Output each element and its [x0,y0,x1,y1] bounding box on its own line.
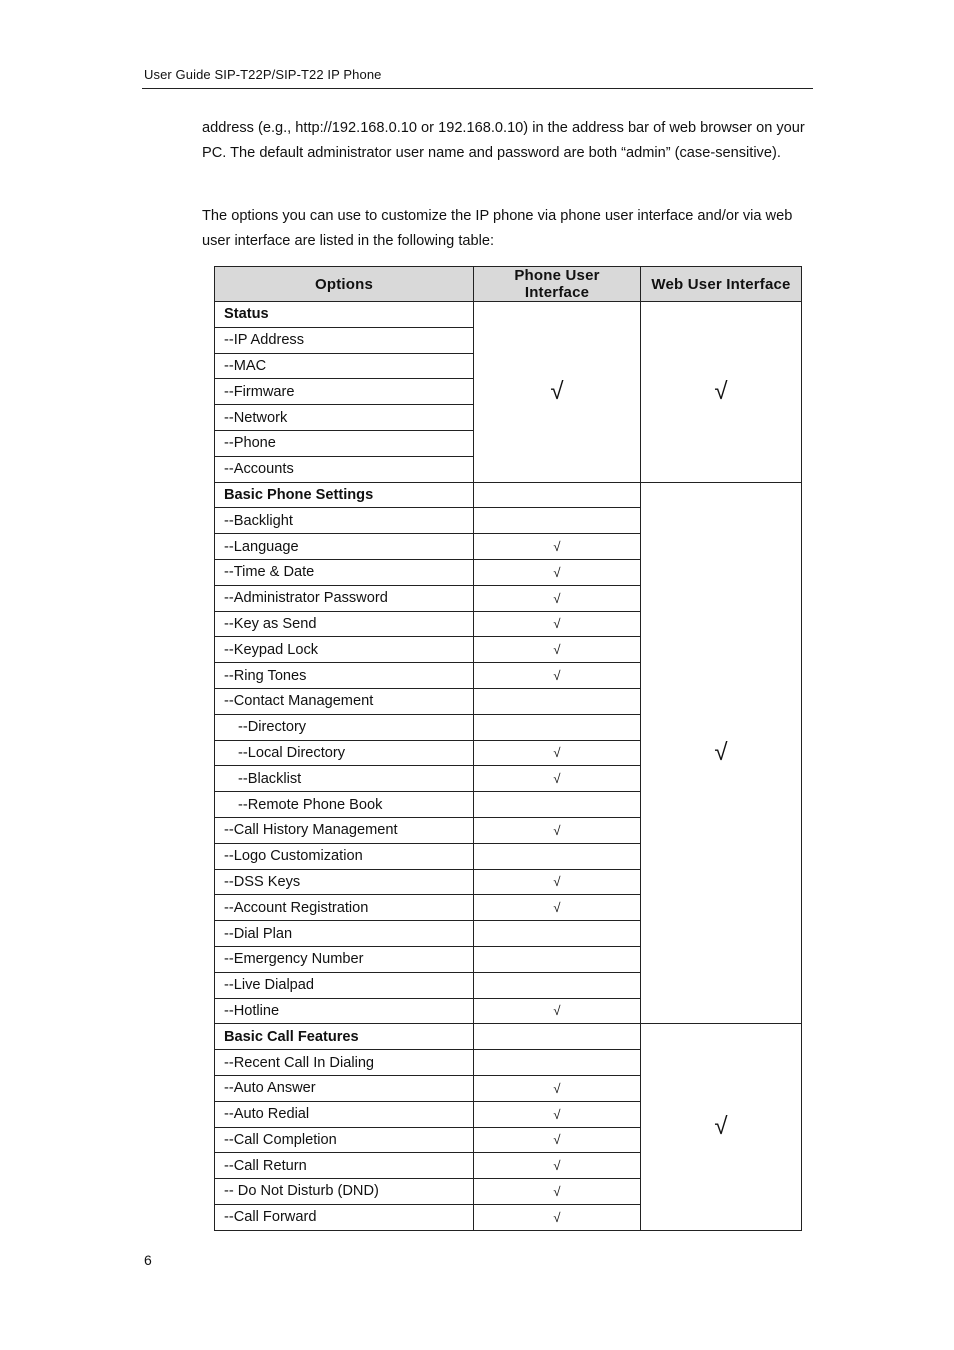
phone-ui-check: √ [474,663,641,689]
option-cell: --Ring Tones [215,663,474,689]
phone-ui-check [474,792,641,818]
table-intro-paragraph: The options you can use to customize the IP phone via phone user interface and/or via web user interface are listed in the following table: [202,208,793,249]
phone-ui-check: √ [474,559,641,585]
table-row [215,482,802,508]
option-cell: --Directory [215,714,474,740]
phone-ui-check [474,482,641,508]
option-cell: Basic Phone Settings [215,482,474,508]
option-cell: --Network [215,405,474,431]
running-header: User Guide SIP-T22P/SIP-T22 IP Phone [144,67,382,82]
web-ui-check: √ [641,482,802,1024]
option-cell: --Key as Send [215,611,474,637]
option-cell: --Call Forward [215,1204,474,1230]
phone-ui-check [474,972,641,998]
phone-ui-check: √ [474,585,641,611]
web-ui-check: √ [641,302,802,483]
phone-ui-check: √ [474,895,641,921]
option-cell: -- Do Not Disturb (DND) [215,1179,474,1205]
option-cell: --Call Return [215,1153,474,1179]
options-table [214,266,802,1231]
option-cell: Status [215,302,474,328]
option-cell: --IP Address [215,327,474,353]
option-cell: --Logo Customization [215,843,474,869]
phone-ui-check: √ [474,302,641,483]
phone-ui-check [474,843,641,869]
web-ui-check: √ [641,1024,802,1230]
phone-ui-check: √ [474,1179,641,1205]
option-cell: Basic Call Features [215,1024,474,1050]
option-cell: --Local Directory [215,740,474,766]
phone-ui-check: √ [474,740,641,766]
option-cell: --Emergency Number [215,946,474,972]
phone-ui-check [474,946,641,972]
phone-ui-check: √ [474,869,641,895]
option-cell: --Account Registration [215,895,474,921]
option-cell: --Live Dialpad [215,972,474,998]
option-cell: --Backlight [215,508,474,534]
phone-ui-check [474,508,641,534]
header-web-ui: Web User Interface [641,267,802,302]
option-cell: --Call History Management [215,817,474,843]
header-divider [142,88,813,89]
page-number: 6 [144,1252,152,1268]
option-cell: --DSS Keys [215,869,474,895]
phone-ui-check: √ [474,817,641,843]
option-cell: --Firmware [215,379,474,405]
phone-ui-check [474,1050,641,1076]
phone-ui-check: √ [474,637,641,663]
option-cell: --MAC [215,353,474,379]
option-cell: --Accounts [215,456,474,482]
option-cell: --Remote Phone Book [215,792,474,818]
phone-ui-check: √ [474,534,641,560]
intro-paragraph: address (e.g., http://192.168.0.10 or 192.168.0.10) in the address bar of web browser on your PC. The default administrator user name and password are both “admin” (case-sensitive). [202,120,805,161]
table-header-row [215,267,802,302]
option-cell: --Contact Management [215,688,474,714]
table-row [215,302,802,328]
option-cell: --Keypad Lock [215,637,474,663]
option-cell: --Language [215,534,474,560]
phone-ui-check: √ [474,766,641,792]
option-cell: --Auto Redial [215,1101,474,1127]
phone-ui-check [474,921,641,947]
header-options: Options [215,267,474,302]
option-cell: --Blacklist [215,766,474,792]
table-row [215,1024,802,1050]
phone-ui-check [474,1024,641,1050]
phone-ui-check: √ [474,1075,641,1101]
phone-ui-check [474,688,641,714]
phone-ui-check: √ [474,1127,641,1153]
phone-ui-check [474,714,641,740]
option-cell: --Recent Call In Dialing [215,1050,474,1076]
phone-ui-check: √ [474,1153,641,1179]
option-cell: --Auto Answer [215,1075,474,1101]
phone-ui-check: √ [474,1101,641,1127]
phone-ui-check: √ [474,998,641,1024]
option-cell: --Administrator Password [215,585,474,611]
option-cell: --Phone [215,430,474,456]
phone-ui-check: √ [474,1204,641,1230]
header-phone-ui: Phone User Interface [474,267,641,302]
option-cell: --Dial Plan [215,921,474,947]
option-cell: --Hotline [215,998,474,1024]
option-cell: --Call Completion [215,1127,474,1153]
phone-ui-check: √ [474,611,641,637]
option-cell: --Time & Date [215,559,474,585]
